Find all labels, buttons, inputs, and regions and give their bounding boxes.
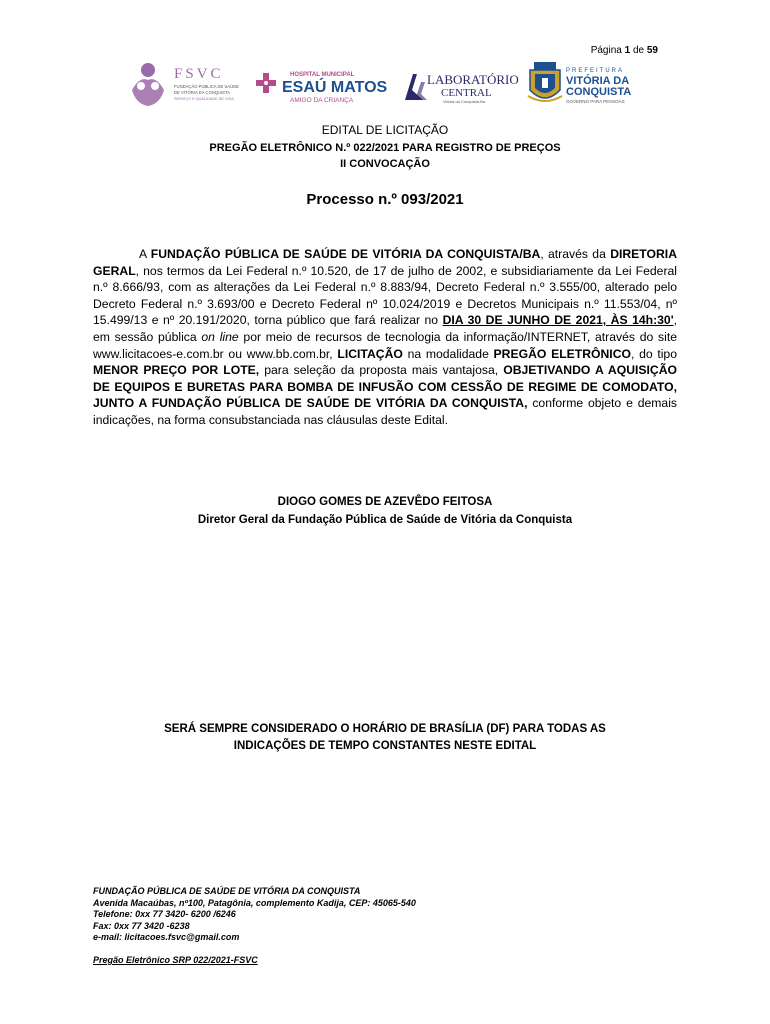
pvc-line-1: VITÓRIA DA: [566, 75, 630, 87]
footer-phone: Telefone: 0xx 77 3420- 6200 /6246: [93, 909, 236, 919]
footer-address: Avenida Macaúbas, nº100, Patagônia, complemento Kadija, CEP: 45065-540: [93, 897, 416, 908]
convocacao-heading: II CONVOCAÇÃO: [340, 158, 430, 170]
flask-icon: [405, 74, 427, 100]
esau-matos-logo: [250, 60, 390, 110]
signatory-name: DIOGO GOMES DE AZEVÊDO FEITOSA: [277, 496, 493, 508]
page-total: 59: [646, 45, 658, 56]
esau-name: ESAÚ MATOS: [282, 79, 388, 96]
tipo-term: MENOR PREÇO POR LOTE,: [93, 363, 260, 378]
laboratorio-central-logo: [401, 60, 519, 110]
processo-number: Processo n.º 093/2021: [306, 191, 464, 208]
footer-email: e-mail: licitacoes.fsvc@gmail.com: [93, 932, 240, 942]
session-date: DIA 30 DE JUNHO DE 2021, ÀS 14h:30': [442, 313, 674, 328]
fsvc-subtitle-1: FUNDAÇÃO PÚBLICA DE SAÚDE: [174, 84, 239, 89]
timezone-notice-line-2: INDICAÇÕES DE TEMPO CONSTANTES NESTE EDITAL: [233, 740, 537, 752]
page-number: [591, 45, 658, 56]
page-separator: de: [632, 45, 645, 56]
edital-title: EDITAL DE LICITAÇÃO: [321, 123, 449, 137]
pregao-heading: PREGÃO ELETRÔNICO N.º 022/2021 PARA REGISTRO DE PREÇOS: [209, 142, 561, 154]
diretoria-geral: DIRETORIA GERAL: [93, 247, 677, 278]
footer-fax: Fax: 0xx 77 3420 -6238: [93, 920, 190, 931]
intro-paragraph: A FUNDAÇÃO PÚBLICA DE SAÚDE DE VITÓRIA DA CONQUISTA/BA, através da DIRETORIA GERAL, nos termos da Lei Federal n.º 10.520, de 17 de julho de 2002, e subsidiariamente da Lei Federal n.º 8.666/93, com as alterações da Lei Federal n.º 8.883/94, Decreto Federal n.º 3.555/00, alterado pelo Decreto Federal n.º 3.693/00 e Decreto Federal nº 10.024/2019 e Decretos Municipais n.º 11.553/04, nº 15.499/13 e nº 20.191/2020, torna público que fará realizar no DIA 30 DE JUNHO DE 2021, ÀS 14h:30', em sessão pública on line por meio de recursos de tecnologia da informação/INTERNET, através do site www.licitacoes-e.com.br ou www.bb.com.br, LICITAÇÃO na modalidade PREGÃO ELETRÔNICO, do tipo MENOR PREÇO POR LOTE, para seleção da proposta mais vantajosa, OBJETIVANDO A AQUISIÇÃO DE EQUIPOS E BURETAS PARA BOMBA DE INFUSÃO COM CESSÃO DE REGIME DE COMODATO, JUNTO A FUNDAÇÃO PÚBLICA DE SAÚDE DE VITÓRIA DA CONQUISTA, conforme objeto e demais indicações, na forma consubstanciada nas cláusulas deste Edital.: [93, 247, 678, 427]
footer-reference: Pregão Eletrônico SRP 022/2021-FSVC: [93, 955, 258, 965]
fsvc-logo: [126, 60, 244, 110]
fsvc-title: FSVC: [174, 66, 224, 82]
esau-bottom: AMIGO DA CRIANÇA: [290, 97, 354, 104]
modalidade-term: PREGÃO ELETRÔNICO: [493, 346, 631, 361]
coat-of-arms-icon: [528, 62, 562, 101]
objetivo-text: OBJETIVANDO A AQUISIÇÃO DE EQUIPOS E BURETAS PARA BOMBA DE INFUSÃO COM CESSÃO DE REGIME DE COMODATO, JUNTO A FUNDAÇÃO PÚBLICA DE SAÚDE DE VITÓRIA DA CONQUISTA,: [93, 363, 677, 411]
online-term: on line: [201, 329, 239, 344]
pvc-top: PREFEITURA: [566, 68, 625, 74]
licitacao-term: LICITAÇÃO: [337, 346, 403, 361]
page-current: 1: [624, 45, 631, 56]
page-label: Página: [590, 45, 622, 56]
pvc-bottom: GOVERNO PARA PESSOAS: [566, 99, 625, 104]
lab-line-3: Vitória da Conquista-Ba: [443, 99, 486, 104]
footer-contact: [93, 886, 593, 944]
fsvc-subtitle-2: DE VITÓRIA DA CONQUISTA: [174, 90, 230, 95]
footer-org: FUNDAÇÃO PÚBLICA DE SAÚDE DE VITÓRIA DA CONQUISTA: [93, 886, 361, 896]
header-logos: [126, 60, 640, 110]
esau-top: HOSPITAL MUNICIPAL: [290, 72, 355, 78]
pvc-line-2: CONQUISTA: [566, 86, 632, 98]
timezone-notice-line-1: SERÁ SEMPRE CONSIDERADO O HORÁRIO DE BRASÍLIA (DF) PARA TODAS AS: [164, 723, 606, 735]
medical-cross-icon: [256, 73, 276, 93]
fsvc-subtitle-3: SERVIÇO E QUALIDADE DE VIDA: [174, 97, 234, 101]
lab-line-2: CENTRAL: [441, 87, 492, 99]
lab-line-1: LABORATÓRIO: [427, 72, 519, 87]
prefeitura-logo: [526, 60, 640, 110]
fundacao-name: FUNDAÇÃO PÚBLICA DE SAÚDE DE VITÓRIA DA CONQUISTA/BA: [150, 247, 541, 261]
signatory-role: Diretor Geral da Fundação Pública de Saúde de Vitória da Conquista: [197, 514, 573, 526]
